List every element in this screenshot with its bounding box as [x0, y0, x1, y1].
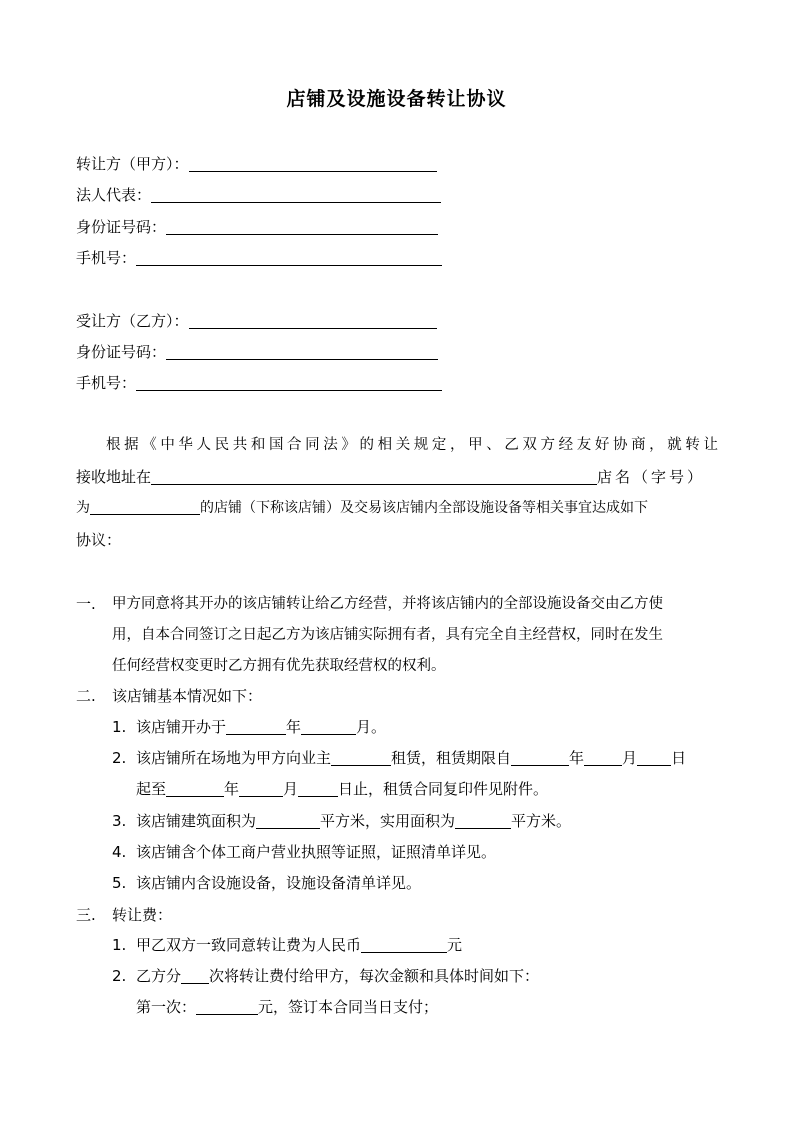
party-b-phone-label: 手机号： — [76, 374, 137, 392]
intro-shop-name-label: 店名（字号） — [597, 468, 706, 486]
party-b-name-blank[interactable] — [189, 312, 437, 329]
section-1-line-1: 甲方同意将其开办的该店铺转让给乙方经营，并将该店铺内的全部设施设备交由乙方使 — [112, 596, 663, 612]
item-2-2-day: 日 — [671, 749, 687, 767]
item-2-5: 该店铺内含设施设备，设施设备清单详见。 — [136, 874, 422, 892]
lease-end-day-blank[interactable] — [298, 780, 338, 797]
item-2-2-line-1 — [136, 748, 686, 768]
open-year-blank[interactable] — [226, 718, 286, 735]
item-2-2-number: 2. — [112, 749, 127, 767]
transfer-fee-blank[interactable] — [361, 936, 447, 953]
first-payment-blank[interactable] — [196, 998, 258, 1015]
party-b-name-label: 受让方（乙方）： — [76, 312, 189, 330]
item-2-2-text-b: 租赁，租赁期限自 — [391, 749, 512, 767]
party-a-phone-label: 手机号： — [76, 249, 137, 267]
party-a-rep-blank[interactable] — [151, 186, 441, 203]
item-2-3-text-a: 该店铺建筑面积为 — [136, 812, 257, 830]
item-2-4: 该店铺含个体工商户营业执照等证照，证照清单详见。 — [136, 843, 497, 861]
landlord-blank[interactable] — [331, 749, 391, 766]
item-3-1-number: 1. — [112, 936, 127, 954]
lease-end-month-blank[interactable] — [239, 780, 283, 797]
section-1-line-2: 用，自本合同签订之日起乙方为该店铺实际拥有者，具有完全自主经营权，同时在发生 — [112, 627, 663, 643]
address-blank[interactable] — [151, 468, 597, 485]
lease-start-day-blank[interactable] — [637, 749, 671, 766]
intro-for-label: 为 — [76, 500, 90, 516]
item-2-3-number: 3. — [112, 812, 127, 830]
intro-line-2 — [76, 467, 705, 487]
party-a-phone-blank[interactable] — [136, 249, 442, 266]
section-2-title: 该店铺基本情况如下： — [112, 687, 263, 705]
party-a-name-row — [76, 154, 437, 174]
item-3-2-number: 2. — [112, 967, 127, 985]
party-a-phone-row — [76, 248, 442, 268]
item-2-2-end-year: 年 — [224, 780, 240, 798]
party-a-id-label: 身份证号码： — [76, 218, 167, 236]
party-a-rep-row — [76, 185, 441, 205]
intro-line-4: 协议： — [76, 531, 122, 549]
party-b-id-row — [76, 342, 438, 362]
installments-blank[interactable] — [181, 967, 209, 984]
item-2-2-end-text: 日止，租赁合同复印件见附件。 — [338, 780, 549, 798]
item-2-1 — [136, 717, 386, 737]
item-3-1 — [136, 935, 462, 955]
item-2-4-number: 4. — [112, 843, 127, 861]
first-payment-text: 元，签订本合同当日支付； — [258, 998, 439, 1016]
section-2-number: 二. — [76, 687, 96, 705]
lease-end-year-blank[interactable] — [166, 780, 224, 797]
party-a-rep-label: 法人代表： — [76, 186, 152, 204]
party-a-id-blank[interactable] — [166, 218, 438, 235]
party-a-name-blank[interactable] — [189, 155, 437, 172]
item-2-5-number: 5. — [112, 874, 127, 892]
item-2-2-month: 月 — [622, 749, 638, 767]
document-title: 店铺及设施设备转让协议 — [286, 88, 507, 110]
item-2-3-text-b: 平方米，实用面积为 — [320, 812, 456, 830]
party-b-phone-blank[interactable] — [136, 374, 442, 391]
item-3-2-text-a: 乙方分 — [136, 967, 182, 985]
item-2-1-text-a: 该店铺开办于 — [136, 718, 227, 736]
open-month-blank[interactable] — [301, 718, 356, 735]
item-2-2-until: 起至 — [136, 780, 167, 798]
item-3-1-yuan: 元 — [447, 936, 463, 954]
first-payment-label: 第一次： — [136, 998, 197, 1016]
party-b-id-label: 身份证号码： — [76, 343, 167, 361]
item-2-3-text-c: 平方米。 — [511, 812, 572, 830]
item-3-1-text-a: 甲乙双方一致同意转让费为人民币 — [136, 936, 362, 954]
item-2-1-year: 年 — [286, 718, 302, 736]
section-3-title: 转让费： — [112, 906, 173, 924]
lease-start-year-blank[interactable] — [511, 749, 569, 766]
item-2-3 — [136, 811, 571, 831]
party-a-id-row — [76, 217, 438, 237]
section-1-number: 一. — [76, 595, 96, 613]
lease-start-month-blank[interactable] — [584, 749, 622, 766]
item-2-1-number: 1. — [112, 718, 127, 736]
intro-address-label: 接收地址在 — [76, 468, 152, 486]
building-area-blank[interactable] — [256, 812, 320, 829]
party-b-phone-row — [76, 373, 442, 393]
item-2-2-year: 年 — [569, 749, 585, 767]
usable-area-blank[interactable] — [455, 812, 511, 829]
party-b-name-row — [76, 311, 437, 331]
party-b-id-blank[interactable] — [166, 343, 438, 360]
first-payment-row — [136, 997, 438, 1017]
item-2-2-text-a: 该店铺所在场地为甲方向业主 — [136, 749, 332, 767]
item-3-2 — [136, 966, 539, 986]
item-2-2-line-2 — [136, 779, 548, 799]
item-2-1-month: 月。 — [356, 718, 387, 736]
item-3-2-text-b: 次将转让费付给甲方，每次金额和具体时间如下： — [209, 967, 540, 985]
intro-line-3-text: 的店铺（下称该店铺）及交易该店铺内全部设施设备等相关事宜达成如下 — [200, 500, 648, 516]
intro-line-1: 根据《中华人民共和国合同法》的相关规定，甲、乙双方经友好协商，就转让 — [106, 437, 718, 453]
section-3-number: 三. — [76, 906, 96, 924]
item-2-2-end-month: 月 — [283, 780, 299, 798]
section-1-line-3: 任何经营权变更时乙方拥有优先获取经营权的权利。 — [112, 658, 446, 674]
shop-name-blank[interactable] — [90, 498, 200, 515]
party-a-name-label: 转让方（甲方）： — [76, 155, 189, 173]
intro-line-3 — [76, 498, 648, 518]
